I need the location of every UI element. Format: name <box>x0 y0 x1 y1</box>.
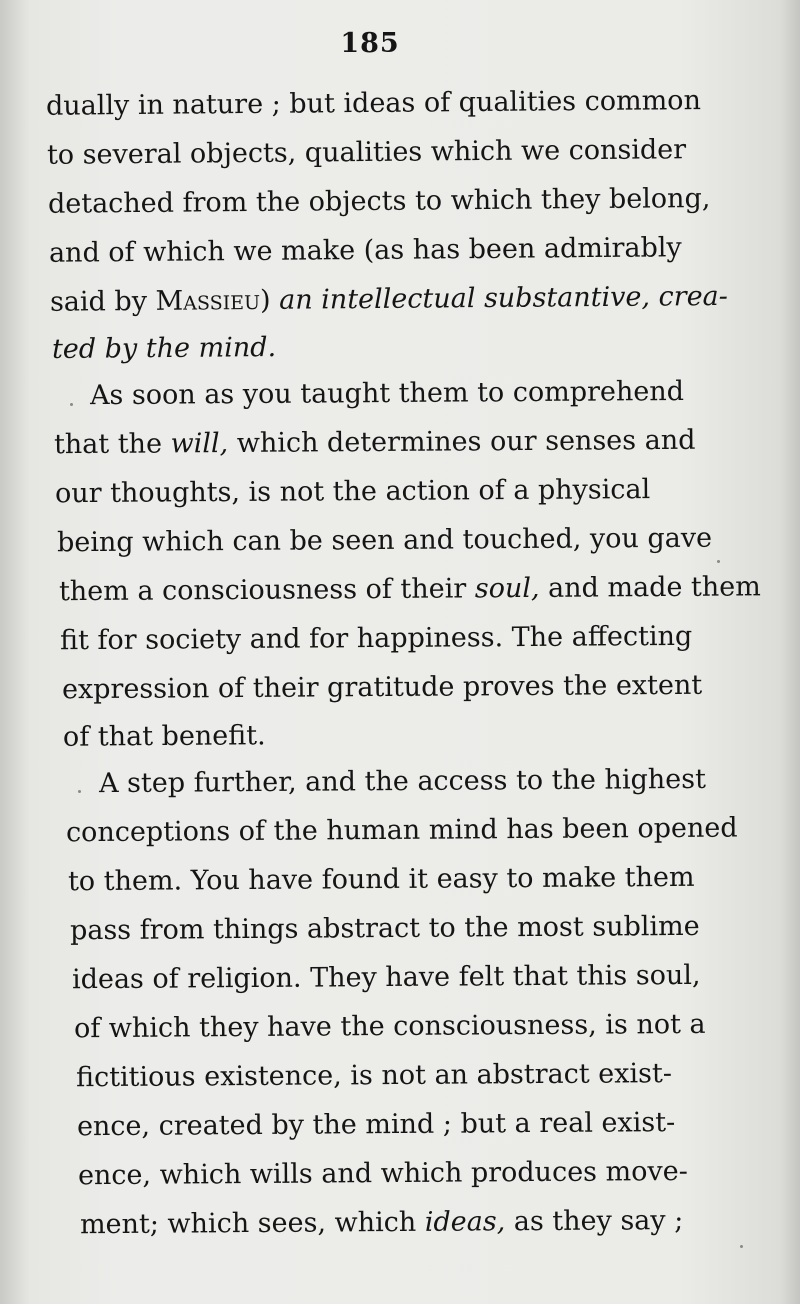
paper-speck <box>70 403 73 406</box>
italic-text: an intellectual substantive, crea- <box>279 280 728 316</box>
text-line: to several objects, qualities which we consider <box>46 134 687 171</box>
text-line: detached from the objects to which they belong, <box>47 183 711 220</box>
text-line <box>58 571 761 608</box>
text-line <box>49 280 728 319</box>
paper-speck <box>717 560 720 563</box>
italic-text: will, <box>170 428 229 460</box>
text-line <box>80 1205 722 1241</box>
text-line: of that benefit. <box>62 720 266 753</box>
text-line: A step further, and the access to the highest <box>98 763 706 800</box>
text-line <box>52 332 276 366</box>
line-text: said by <box>49 285 156 318</box>
paper-speck <box>78 790 81 793</box>
line-text: ) <box>259 284 280 316</box>
italic-text: ideas, <box>424 1206 506 1238</box>
paper-speck <box>740 1245 743 1248</box>
page-number: 185 <box>340 28 400 59</box>
text-line: ence, created by the mind ; but a real exist- <box>76 1107 676 1143</box>
text-line: fit for society and for happiness. The affecting <box>59 620 693 657</box>
text-line: fictitious existence, is not an abstract exist- <box>75 1058 673 1094</box>
italic-text: ted by the mind. <box>51 332 277 365</box>
text-line: As soon as you taught them to comprehend <box>89 375 685 412</box>
line-text: that the <box>53 428 171 461</box>
text-line: of which they have the consciousness, is not a <box>73 1008 706 1045</box>
line-text: which determines our senses and <box>228 424 696 460</box>
line-text: and made them <box>539 571 761 604</box>
text-line: ideas of religion. They have felt that this soul, <box>71 959 701 996</box>
line-text: ment; which sees, which <box>79 1206 425 1241</box>
text-line: expression of their gratitude proves the extent <box>61 669 703 706</box>
text-line: and of which we make (as has been admirably <box>48 232 682 269</box>
text-line: to them. You have found it easy to make them <box>67 861 695 898</box>
text-line <box>54 425 696 461</box>
italic-text: soul, <box>474 572 540 605</box>
name-massieu: Massieu <box>155 284 261 317</box>
line-text: as they say ; <box>505 1205 684 1238</box>
text-line: our thoughts, is not the action of a physical <box>54 474 651 510</box>
text-line: dually in nature ; but ideas of qualities common <box>45 85 702 122</box>
text-line: ence, which wills and which produces move- <box>77 1155 688 1192</box>
text-line: conceptions of the human mind has been opened <box>65 812 738 849</box>
text-line: being which can be seen and touched, you gave <box>56 522 713 559</box>
text-line: pass from things abstract to the most sublime <box>69 910 700 947</box>
line-text: them a consciousness of their <box>58 573 475 608</box>
